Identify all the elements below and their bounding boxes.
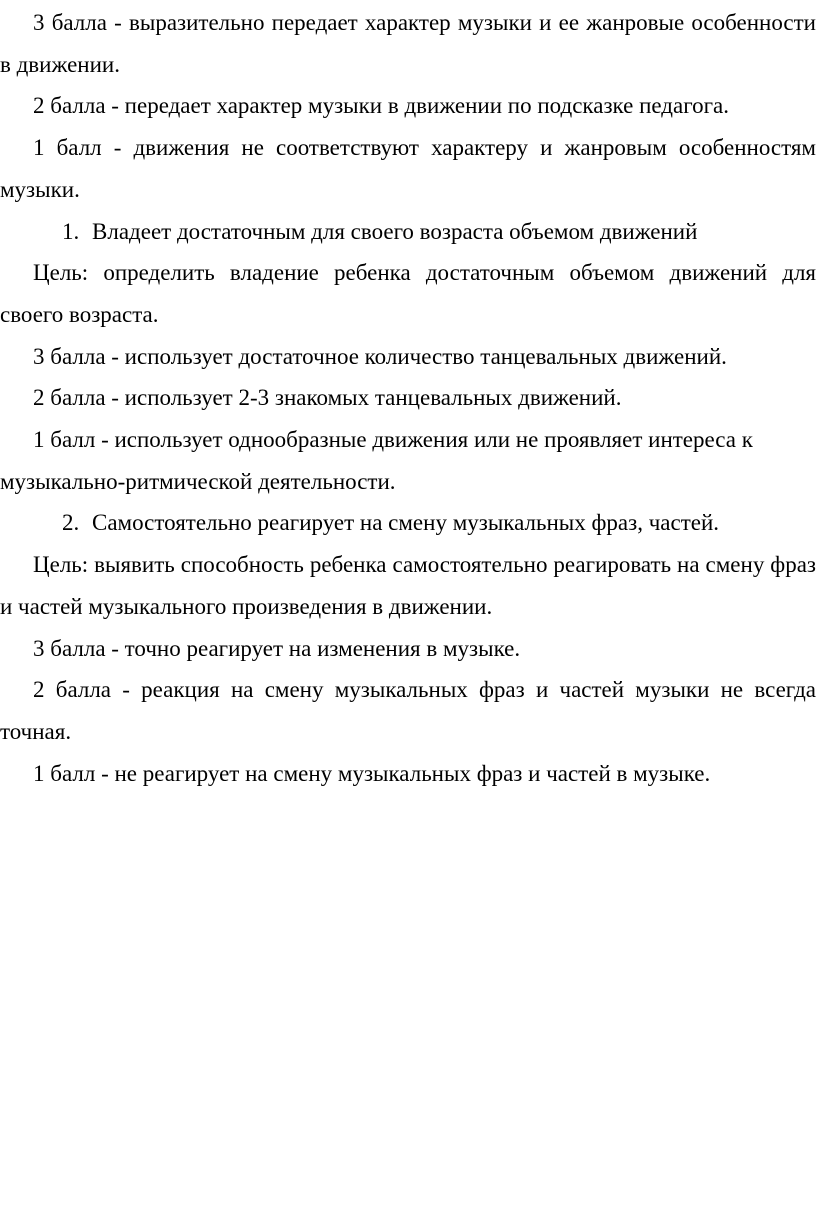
list-number: 1. xyxy=(62,218,80,244)
list-number: 2. xyxy=(62,510,80,536)
paragraph-score-2-familiar: 2 балла - использует 2-3 знакомых танцевальных движений. xyxy=(33,385,622,411)
paragraph-score-1-no-reaction: 1 балл - не реагирует на смену музыкальных фраз и частей в музыке. xyxy=(33,760,711,786)
paragraph-score-3-sufficient: 3 балла - использует достаточное количество танцевальных движений. xyxy=(33,343,727,369)
numbered-heading-text: Владеет достаточным для своего возраста объемом движений xyxy=(92,218,698,244)
paragraph-score-2-with-hint: 2 балла - передает характер музыки в движении по подсказке педагога. xyxy=(33,93,729,119)
numbered-heading-1 xyxy=(0,211,816,253)
paragraph-goal-2: Цель: выявить способность ребенка самостоятельно реагировать на смену фраз и частей музыкального произведения в движении. xyxy=(0,552,816,619)
paragraph-score-1-no-match: 1 балл - движения не соответствуют характеру и жанровым особенностям музыки. xyxy=(0,135,816,202)
paragraph-score-2-not-always: 2 балла - реакция на смену музыкальных фраз и частей музыки не всегда точная. xyxy=(0,677,816,744)
paragraph-score-3-accurate: 3 балла - точно реагирует на изменения в музыке. xyxy=(33,635,521,661)
paragraph-score-3-expressive: 3 балла - выразительно передает характер музыки и ее жанровые особенности в движении. xyxy=(0,10,816,77)
paragraph-goal-1: Цель: определить владение ребенка достаточным объемом движений для своего возраста. xyxy=(0,260,816,327)
numbered-heading-2 xyxy=(0,502,816,544)
numbered-heading-text: Самостоятельно реагирует на смену музыкальных фраз, частей. xyxy=(92,510,720,536)
paragraph-score-1-monotonous: 1 балл - использует однообразные движения или не проявляет интереса к музыкально-ритмической деятельности. xyxy=(0,427,753,494)
